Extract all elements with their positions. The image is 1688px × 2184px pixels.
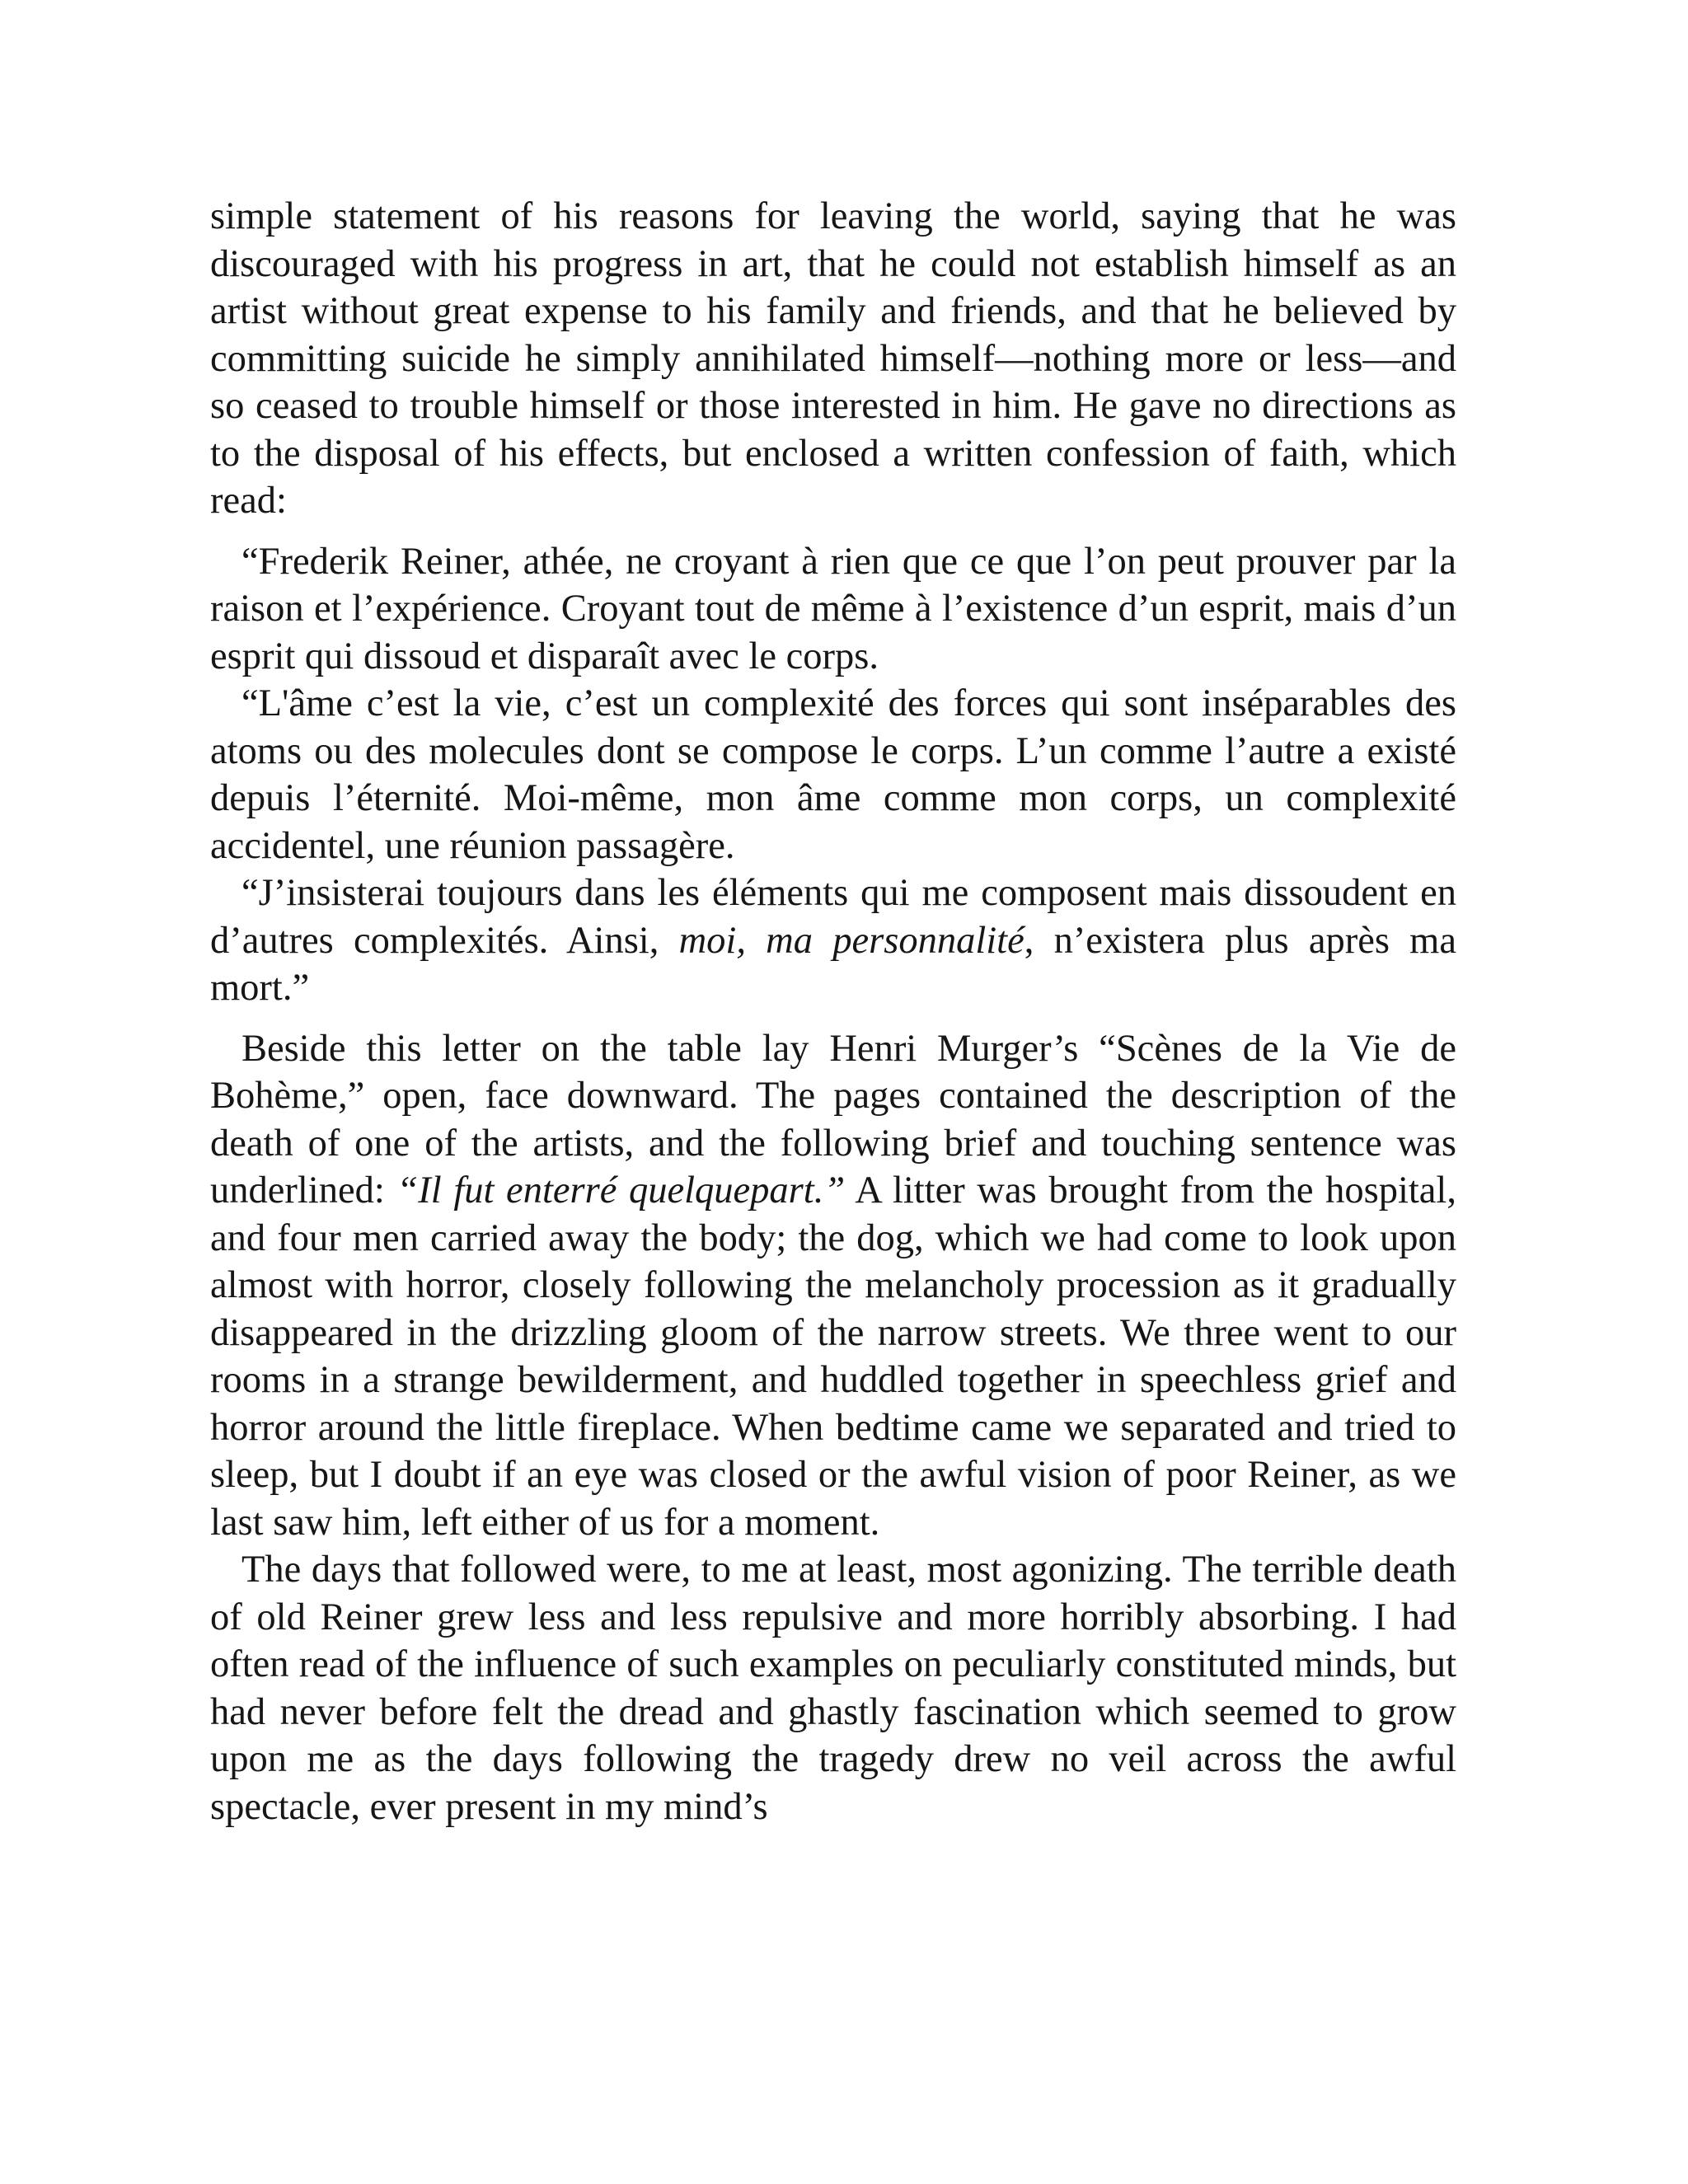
confession-paragraph-2: “L'âme c’est la vie, c’est un complexité des forces qui sont inséparables des atoms ou des molecules dont se compose le corps. L’un comme l’autre a existé depuis l’éternité. Moi-même, mon âme comme mon corps, un complexité accidentel, une réunion passagère. [210,682,1456,867]
narrative-paragraph-1 [210,1025,1456,1547]
confession-text: “J’insisterai toujours dans les éléments qui me composent mais dissoudent en d’autres complexités. Ainsi, [210,872,1456,962]
narrative-text-end: A litter was brought from the hospital, and four men carried away the body; the dog, which we had come to look upon almost with horror, closely following the melancholy procession as it gradually disappeared in the drizzling gloom of the narrow streets. We three went to our rooms in a strange bewilderment, and huddled together in speechless grief and horror around the little fireplace. When bedtime came we separated and tried to sleep, but I doubt if an eye was closed or the awful vision of poor Reiner, as we last saw him, left either of us for a moment. [210,1169,1456,1544]
narrative-paragraph-2: The days that followed were, to me at least, most agonizing. The terrible death of old Reiner grew less and less repulsive and more horribly absorbing. I had often read of the influence of such examples on peculiarly constituted minds, but had never before felt the dread and ghastly fascination which seemed to grow upon me as the days following the tragedy drew no veil across the awful spectacle, ever present in my mind’s [210,1549,1456,1828]
confession-of-faith [210,538,1456,1012]
book-page [210,193,1456,1830]
opening-paragraph: simple statement of his reasons for leaving the world, saying that he was discouraged with his progress in art, that he could not establish himself as an artist without great expense to his family and friends, and that he believed by committing suicide he simply annihilated himself—nothing more or less—and so ceased to trouble himself or those interested in him. He gave no directions as to the disposal of his effects, but enclosed a written confession of faith, which read: [210,195,1456,522]
confession-text-end: , n’existera plus après ma mort.” [210,919,1456,1009]
narrative [210,1025,1456,1831]
confession-paragraph-3 [210,869,1456,1012]
confession-italic-phrase: moi, ma personnalité [678,919,1025,962]
murger-quote: “Il fut enterré quelquepart.” [396,1169,846,1212]
narrative-text: Beside this letter on the table lay Henri Murger’s “Scènes de la Vie de Bohème,” open, face downward. The pages contained the description of the death of one of the artists, and the following brief and touching sentence was underlined: [210,1027,1456,1212]
confession-paragraph-1: “Frederik Reiner, athée, ne croyant à rien que ce que l’on peut prouver par la raison et l’expérience. Croyant tout de même à l’existence d’un esprit, mais d’un esprit qui dissoud et disparaît avec le corps. [210,540,1456,677]
